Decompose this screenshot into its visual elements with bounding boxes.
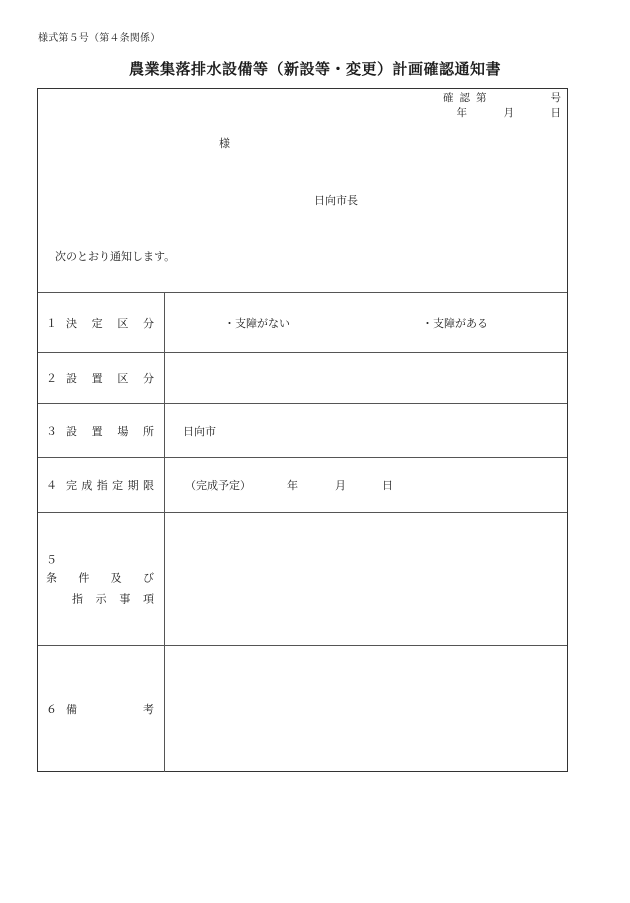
row-label: 決 定 区 分 (66, 316, 154, 330)
planned-completion-label: （完成予定） (185, 479, 251, 492)
content-cell[interactable] (165, 353, 567, 403)
confirmation-number (443, 90, 561, 105)
date-year: 年 (456, 107, 467, 119)
location-value: 日向市 (183, 424, 216, 438)
row-installation-location (38, 403, 567, 457)
content-cell[interactable] (165, 404, 567, 457)
row-label: ５ 条 件 及 び 指 示 事 項 (46, 553, 154, 606)
content-cell[interactable] (165, 458, 567, 512)
addressee-suffix: 様 (219, 137, 230, 150)
form-number: 様式第５号（第４条関係） (38, 33, 161, 44)
deadline-month: 月 (335, 479, 346, 492)
row-number: ４ (46, 479, 57, 492)
confirmation-prefix: 確認第 (443, 92, 493, 104)
row-label: 完 成 指 定 期 限 (66, 479, 154, 492)
confirmation-suffix: 号 (550, 92, 561, 104)
notice-text: 次のとおり通知します。 (55, 250, 176, 263)
row-remarks (38, 645, 567, 772)
row-label: 設 置 区 分 (66, 372, 154, 385)
row-number: ５ (46, 553, 57, 567)
date-day: 日 (550, 107, 561, 119)
label-cell (38, 293, 165, 352)
row-number: ３ (46, 424, 57, 438)
row-decision-category (38, 292, 567, 352)
row-number: １ (46, 316, 57, 330)
date-month: 月 (503, 107, 514, 119)
header-area (38, 89, 567, 292)
row-conditions-instructions (38, 512, 567, 645)
issuer-name: 日向市長 (314, 194, 358, 207)
row-number: ６ (46, 703, 57, 716)
row-label: 設 置 場 所 (66, 424, 154, 438)
issue-date (457, 105, 562, 120)
content-cell[interactable] (165, 646, 567, 772)
content-cell (165, 293, 567, 352)
row-installation-category (38, 352, 567, 403)
form-frame (37, 88, 568, 772)
row-completion-deadline (38, 457, 567, 512)
document-title: 農業集落排水設備等（新設等・変更）計画確認通知書 (128, 60, 501, 78)
row-number: ２ (46, 372, 57, 385)
deadline-year: 年 (287, 479, 298, 492)
deadline-day: 日 (382, 479, 393, 492)
option-no-issue[interactable]: ・支障がない (224, 316, 290, 330)
row-label: 備 考 (66, 703, 154, 716)
content-cell[interactable] (165, 513, 567, 645)
option-has-issue[interactable]: ・支障がある (422, 316, 488, 330)
